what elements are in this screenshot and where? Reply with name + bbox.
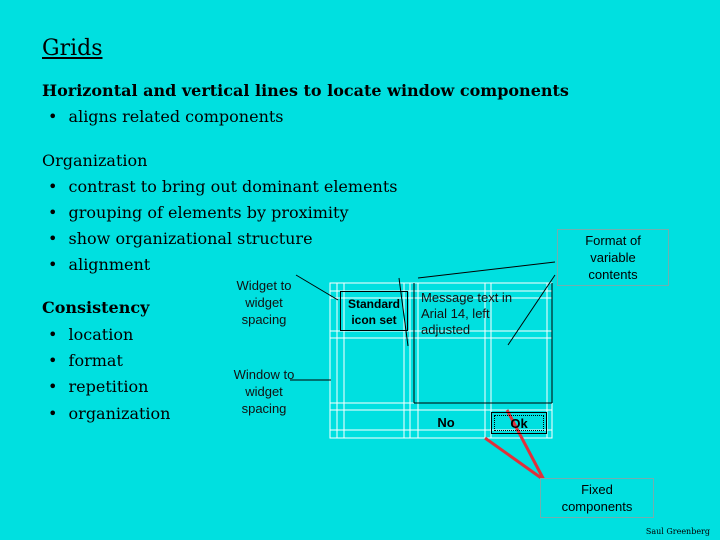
message-text-line-2: Arial 14, left: [421, 306, 490, 321]
bullet-glyph: •: [48, 177, 58, 196]
fixed-components-line-1: Fixed: [581, 482, 613, 497]
fixed-components-callout: [540, 478, 654, 518]
standard-icon-line-1: Standard: [347, 297, 400, 311]
window-to-widget-line-3: spacing: [241, 401, 287, 416]
fixed-components-line-2: components: [561, 499, 633, 514]
organization-heading: Organization: [42, 151, 148, 170]
grids-heading: Horizontal and vertical lines to locate window components: [42, 81, 569, 100]
format-variable-line-1: Format of: [585, 233, 641, 248]
bullet-glyph: •: [48, 107, 58, 126]
message-text-line-1: Message text in: [421, 290, 513, 305]
format-variable-line-2: variable: [590, 250, 636, 265]
widget-to-widget-line-3: spacing: [241, 312, 287, 327]
organization-bullet-1-text: contrast to bring out dominant elements: [68, 177, 398, 196]
bullet-glyph: •: [48, 404, 58, 423]
consistency-heading: Consistency: [42, 298, 150, 317]
format-variable-callout: [557, 229, 669, 286]
bullet-glyph: •: [48, 203, 58, 222]
message-text-line-3: adjusted: [421, 322, 471, 337]
window-to-widget-callout: [224, 366, 304, 417]
ok-button[interactable]: Ok: [491, 412, 547, 434]
format-variable-line-3: contents: [588, 267, 638, 282]
window-to-widget-line-2: widget: [245, 384, 283, 399]
window-to-widget-line-1: Window to: [233, 367, 295, 382]
bullet-glyph: •: [48, 229, 58, 248]
consistency-bullet-2-text: format: [68, 351, 123, 370]
slide-title: Grids: [42, 36, 103, 61]
author-credit: Saul Greenberg: [645, 527, 710, 536]
consistency-bullet-3-text: repetition: [68, 377, 149, 396]
bullet-glyph: •: [48, 377, 58, 396]
widget-to-widget-callout: [224, 277, 304, 328]
bullet-glyph: •: [48, 255, 58, 274]
consistency-bullet-4-text: organization: [68, 404, 171, 423]
widget-to-widget-line-2: widget: [245, 295, 283, 310]
consistency-bullet-1-text: location: [68, 325, 134, 344]
standard-icon-line-2: icon set: [351, 313, 397, 327]
no-button[interactable]: No: [437, 415, 455, 430]
organization-bullet-3-text: show organizational structure: [68, 229, 313, 248]
bullet-glyph: •: [48, 325, 58, 344]
organization-bullet-4-text: alignment: [68, 255, 151, 274]
standard-icon-set-box: [340, 291, 408, 331]
message-text: [421, 290, 512, 338]
bullet-glyph: •: [48, 351, 58, 370]
organization-bullet-2-text: grouping of elements by proximity: [68, 203, 349, 222]
grids-bullet-1-text: aligns related components: [68, 107, 284, 126]
widget-to-widget-line-1: Widget to: [236, 278, 292, 293]
